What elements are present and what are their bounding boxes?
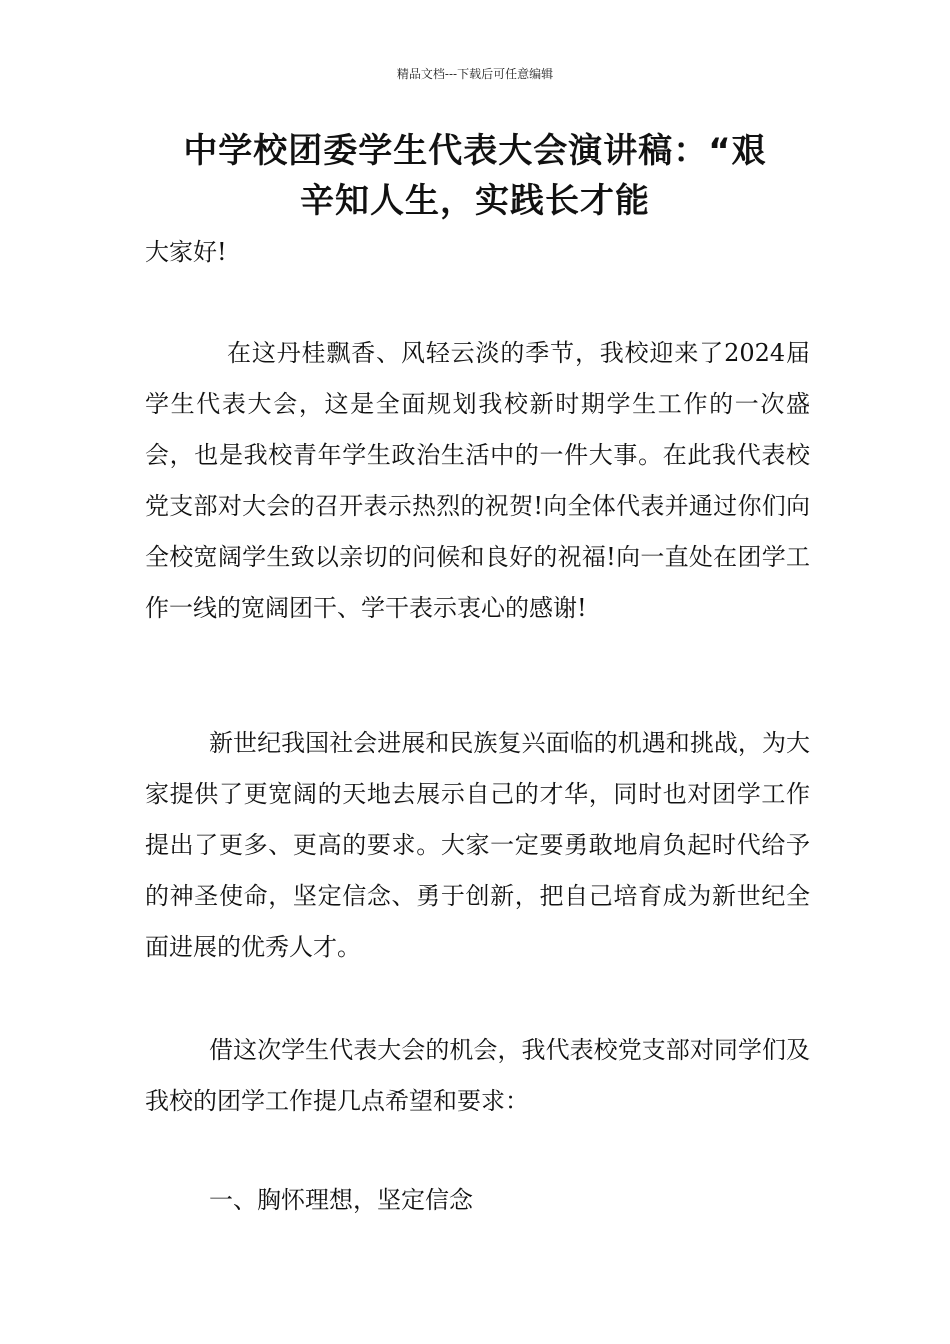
title-line-1: 中学校团委学生代表大会演讲稿：“艰 (183, 131, 767, 171)
paragraph-3: 借这次学生代表大会的机会，我代表校党支部对同学们及我校的团学工作提几点希望和要求： (145, 1036, 810, 1115)
document-title (140, 126, 810, 226)
paragraph-2: 新世纪我国社会进展和民族复兴面临的机遇和挑战，为大家提供了更宽阔的天地去展示自己的才华，同时也对团学工作提出了更多、更高的要求。大家一定要勇敢地肩负起时代给予的神圣使命，坚定信念、勇于创新，把自己培育成为新世纪全面进展的优秀人才。 (145, 729, 810, 961)
greeting: 大家好! (145, 238, 227, 266)
section-heading-1: 一、胸怀理想，坚定信念 (209, 1186, 473, 1214)
title-line-2: 辛知人生，实践长才能 (300, 181, 650, 221)
header-note: 精品文档---下载后可任意编辑 (396, 67, 554, 81)
paragraph-1: 在这丹桂飘香、风轻云淡的季节，我校迎来了2024届学生代表大会，这是全面规划我校新时期学生工作的一次盛会，也是我校青年学生政治生活中的一件大事。在此我代表校党支部对大会的召开表示热烈的祝贺!向全体代表并通过你们向全校宽阔学生致以亲切的问候和良好的祝福!向一直处在团学工作一线的宽阔团干、学干表示衷心的感谢! (145, 339, 810, 622)
